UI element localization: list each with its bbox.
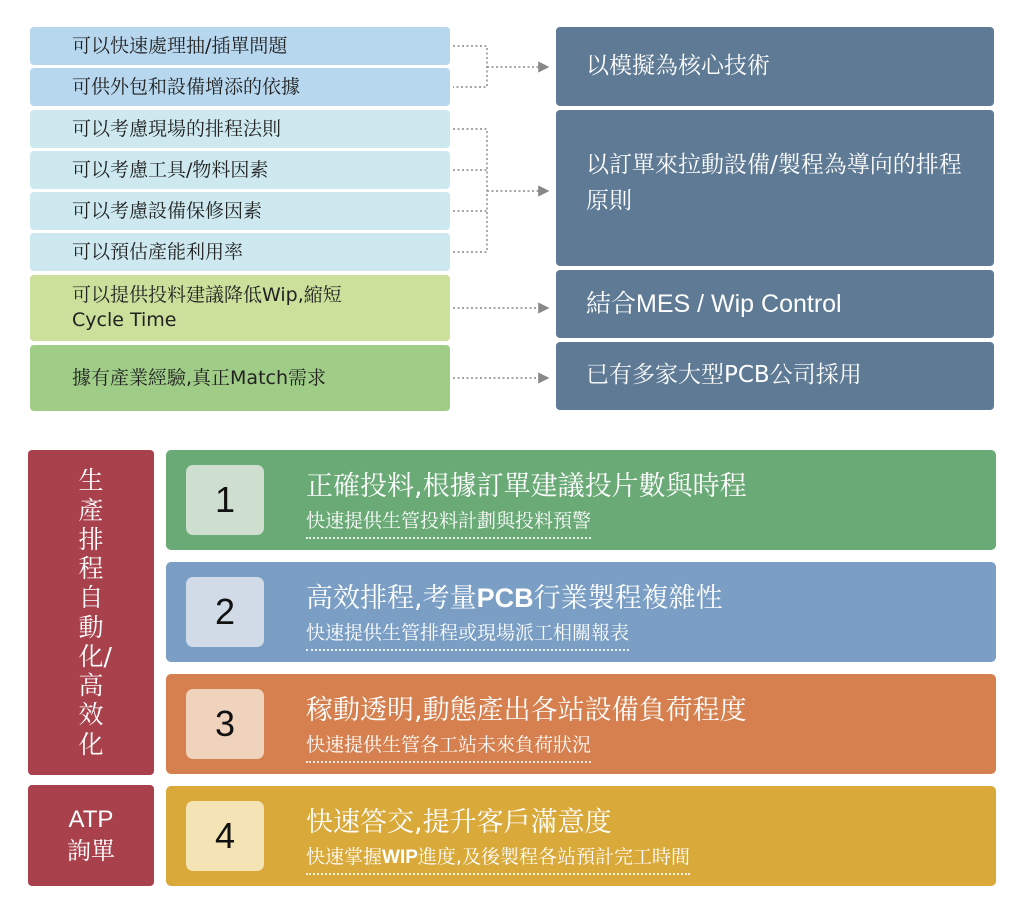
feature-subtitle-part: 進度,及後製程各站預計完工時間 xyxy=(417,846,690,868)
bracket-line xyxy=(453,46,487,87)
inquiry-label: 詢單 xyxy=(67,836,115,865)
outcome-text: 結合MES / Wip Control xyxy=(586,289,842,318)
atp-label: ATP xyxy=(68,806,114,834)
benefit-text: 可以快速處理抽/插單問題 xyxy=(72,34,288,57)
outcome-text: 以訂單來拉動設備/製程為導向的排程原則 xyxy=(586,152,962,214)
feature-number: 2 xyxy=(186,577,264,647)
bracket-line xyxy=(453,129,487,252)
outcome-box xyxy=(556,342,994,410)
feature-title: 快速答交,提升客戶滿意度 xyxy=(306,807,612,838)
outcome-box xyxy=(556,27,994,106)
feature-subtitle: 快速提供生管各工站未來負荷狀況 xyxy=(306,730,591,763)
feature-number: 4 xyxy=(186,801,264,871)
benefit-text: 可以預估產能利用率 xyxy=(72,240,244,263)
feature-title-bold: PCB xyxy=(476,583,534,613)
feature-title: 稼動透明,動態產出各站設備負荷程度 xyxy=(306,695,747,726)
feature-band-3 xyxy=(166,674,996,774)
feature-band-2 xyxy=(166,562,996,662)
feature-title-part: 高效排程,考量 xyxy=(306,583,477,614)
feature-band-4 xyxy=(166,786,996,886)
atp-label-box xyxy=(28,785,154,886)
automation-label-box xyxy=(28,450,154,775)
feature-subtitle-bold: WIP xyxy=(382,847,418,868)
feature-subtitle-part: 快速掌握 xyxy=(306,846,383,868)
feature-number: 1 xyxy=(186,465,264,535)
feature-subtitle: 快速提供生管投料計劃與投料預警 xyxy=(306,506,591,539)
feature-subtitle xyxy=(306,842,690,875)
automation-label: 生產排程自動化/高效化 xyxy=(78,466,112,759)
feature-title: 正確投料,根據訂單建議投片數與時程 xyxy=(306,471,747,502)
benefit-text: 可以考慮現場的排程法則 xyxy=(72,117,282,140)
benefit-text: 可以考慮工具/物料因素 xyxy=(72,158,269,181)
outcome-box xyxy=(556,270,994,338)
feature-band-1 xyxy=(166,450,996,550)
feature-number: 3 xyxy=(186,689,264,759)
benefit-text: 可供外包和設備增添的依據 xyxy=(72,75,301,98)
benefit-text: 據有產業經驗,真正Match需求 xyxy=(72,366,327,389)
outcome-box xyxy=(556,110,994,266)
benefit-text: 可以提供投料建議降低Wip,縮短 Cycle Time xyxy=(72,284,342,331)
feature-title-part: 行業製程複雜性 xyxy=(533,583,723,614)
feature-title xyxy=(306,576,723,615)
outcome-text: 以模擬為核心技術 xyxy=(586,52,770,79)
benefit-text: 可以考慮設備保修因素 xyxy=(72,199,263,222)
feature-subtitle: 快速提供生管排程或現場派工相關報表 xyxy=(306,618,629,651)
outcome-text: 已有多家大型PCB公司採用 xyxy=(586,362,862,389)
